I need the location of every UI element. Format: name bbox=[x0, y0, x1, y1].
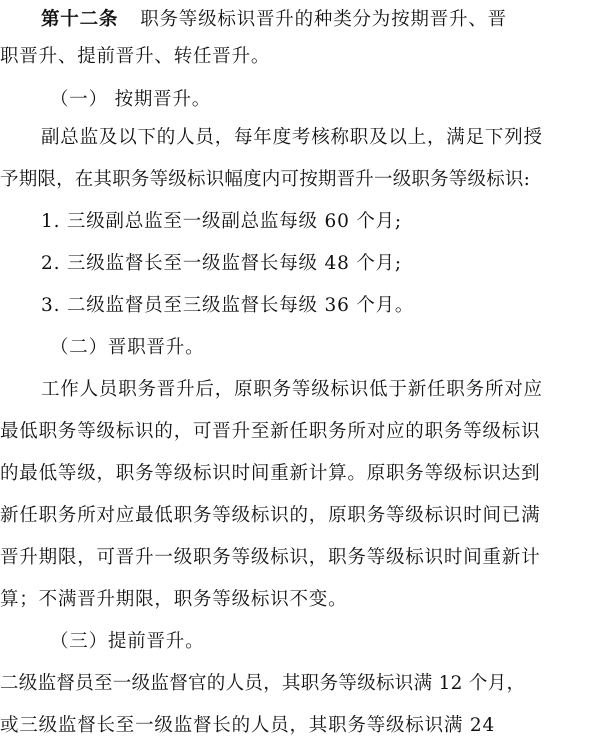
section-3-line-2: 或三级监督长至一级监督长的人员，其职务等级标识满 24 bbox=[0, 715, 496, 736]
section-1-paragraph-line-2: 予期限，在其职务等级标识幅度内可按期晋升一级职务等级标识: bbox=[0, 169, 531, 190]
article-heading: 第十二条 bbox=[41, 9, 119, 30]
list-item-3: 3. 二级监督员至三级监督长每级 36 个月。 bbox=[41, 295, 415, 316]
list-item-1: 1. 三级副总监至一级副总监每级 60 个月; bbox=[41, 211, 402, 232]
section-1-paragraph-line-1: 副总监及以下的人员，每年度考核称职及以上，满足下列授 bbox=[41, 127, 543, 148]
section-2-title: （二）晋职晋升。 bbox=[50, 337, 205, 358]
section-2-line-2: 最低职务等级标识的，可晋升至新任职务所对应的职务等级标识 bbox=[0, 421, 541, 442]
section-2-line-3: 的最低等级，职务等级标识时间重新计算。原职务等级标识达到 bbox=[0, 463, 541, 484]
section-2-line-4: 新任职务所对应最低职务等级标识的，原职务等级标识时间已满 bbox=[0, 505, 541, 526]
section-3-line-1: 二级监督员至一级监督官的人员，其职务等级标识满 12 个月， bbox=[0, 673, 526, 694]
section-2-line-5: 晋升期限，可晋升一级职务等级标识，职务等级标识时间重新计 bbox=[0, 547, 541, 568]
list-item-2: 2. 三级监督长至一级监督长每级 48 个月; bbox=[41, 253, 402, 274]
article-line-1 bbox=[41, 8, 507, 32]
section-3-title: （三）提前晋升。 bbox=[50, 631, 205, 652]
article-intro-line-1: 职务等级标识晋升的种类分为按期晋升、晋 bbox=[140, 9, 507, 30]
article-intro-line-2: 职晋升、提前晋升、转任晋升。 bbox=[0, 46, 271, 67]
section-1-title: （一） 按期晋升。 bbox=[50, 89, 212, 110]
section-2-line-1: 工作人员职务晋升后，原职务等级标识低于新任职务所对应 bbox=[41, 379, 543, 400]
section-2-line-6: 算；不满晋升期限，职务等级标识不变。 bbox=[0, 589, 348, 610]
